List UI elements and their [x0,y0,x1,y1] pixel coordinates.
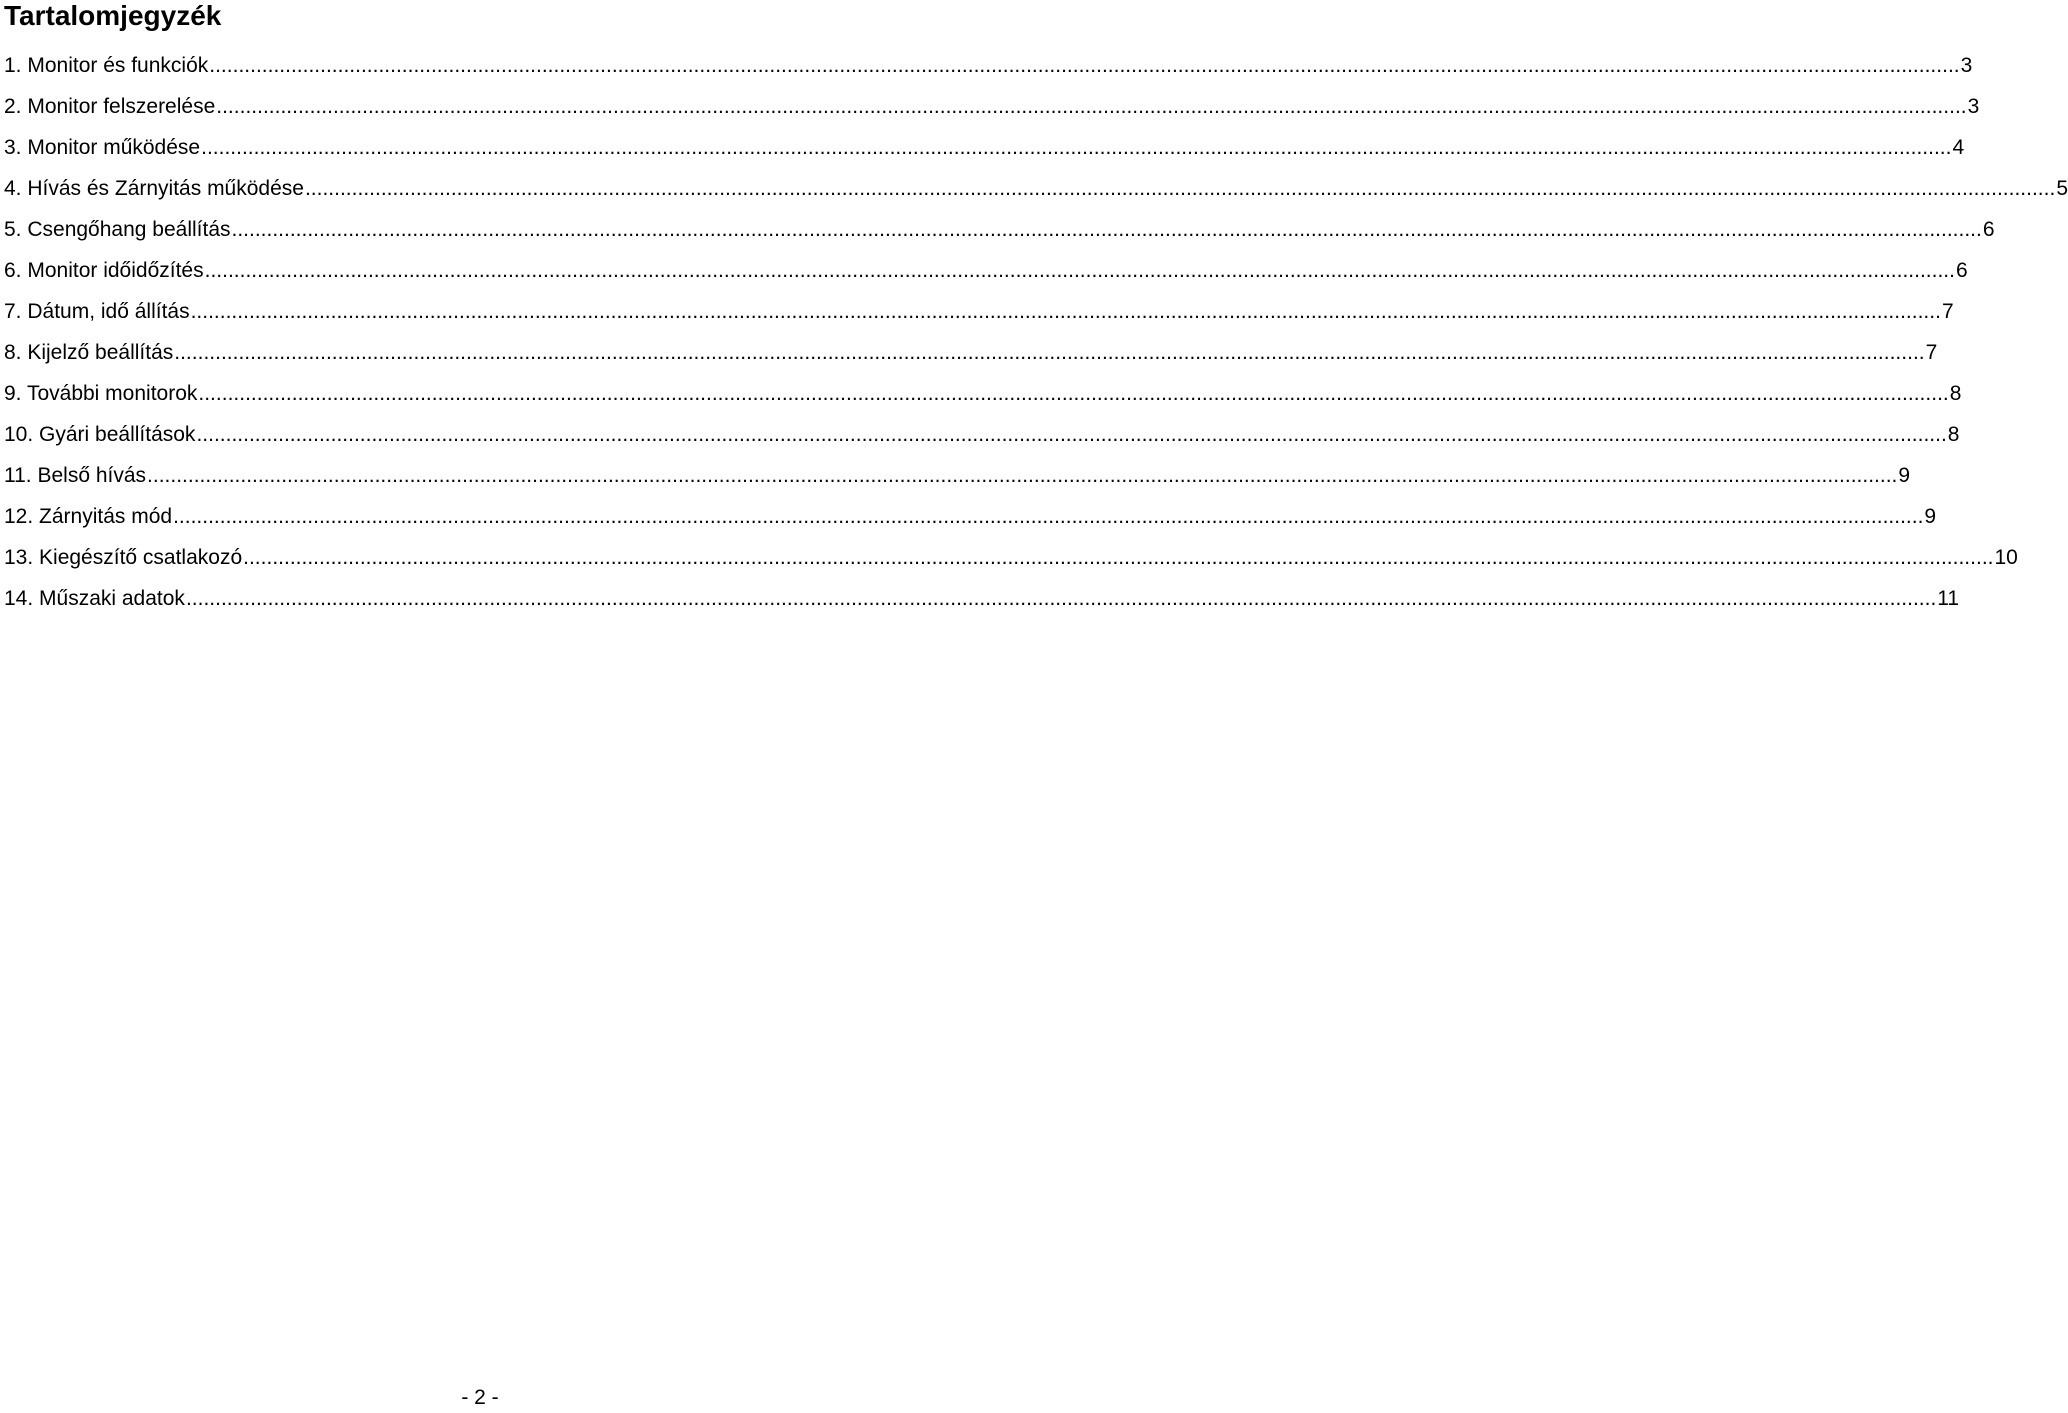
toc-dot-leader: ............................................................................................................................................................................................................................................................................................................ [216,95,1967,118]
toc-dot-leader: ............................................................................................................................................................................................................................................................................................................ [209,54,1960,77]
toc-dot-leader: ............................................................................................................................................................................................................................................................................................................ [196,423,1947,446]
toc-entry[interactable] [4,410,1960,451]
toc-entry-label: 7. Dátum, idő állítás [4,300,190,323]
toc-dot-leader: ............................................................................................................................................................................................................................................................................................................ [174,341,1925,364]
toc-dot-leader: ............................................................................................................................................................................................................................................................................................................ [147,464,1898,487]
toc-dot-leader: ............................................................................................................................................................................................................................................................................................................ [243,546,1994,569]
toc-dot-leader: ............................................................................................................................................................................................................................................................................................................ [304,177,2056,200]
toc-entry-page: 9 [1898,464,1911,487]
toc-entry-page: 6 [1982,218,1995,241]
toc-entry[interactable] [4,369,1962,410]
toc-entry-label: 14. Műszaki adatok [4,587,185,610]
toc-dot-leader: ............................................................................................................................................................................................................................................................................................................ [198,382,1949,405]
toc-entry-page: 7 [1925,341,1938,364]
toc-entry-page: 11 [1937,587,1960,610]
toc-entry[interactable] [4,533,2018,574]
toc-entry-label: 11. Belső hívás [4,464,147,487]
toc-entry[interactable] [4,82,1980,123]
toc-entry-label: 12. Zárnyitás mód [4,505,173,528]
toc-entry[interactable] [4,123,1965,164]
toc-entry-page: 3 [1960,54,1973,77]
toc-entry-label: 6. Monitor időidőzítés [4,259,204,282]
toc-entry[interactable] [4,246,1968,287]
table-of-contents [4,41,2068,615]
toc-entry-page: 6 [1955,259,1968,282]
page-title: Tartalomjegyzék [4,0,222,31]
toc-dot-leader: ............................................................................................................................................................................................................................................................................................................ [201,136,1952,159]
toc-entry[interactable] [4,492,1937,533]
toc-entry-label: 4. Hívás és Zárnyitás működése [4,177,304,200]
toc-dot-leader: ............................................................................................................................................................................................................................................................................................................ [204,259,1955,282]
toc-dot-leader: ............................................................................................................................................................................................................................................................................................................ [190,300,1941,323]
toc-entry-label: 5. Csengőhang beállítás [4,218,231,241]
toc-entry-page: 7 [1941,300,1954,323]
toc-dot-leader: ............................................................................................................................................................................................................................................................................................................ [231,218,1982,241]
toc-entry[interactable] [4,41,1973,82]
toc-entry-label: 1. Monitor és funkciók [4,54,209,77]
toc-entry-page: 8 [1947,423,1960,446]
toc-entry[interactable] [4,287,1954,328]
toc-entry-label: 10. Gyári beállítások [4,423,196,446]
toc-entry-label: 9. További monitorok [4,382,198,405]
toc-entry-label: 13. Kiegészítő csatlakozó [4,546,243,569]
toc-entry-page: 8 [1949,382,1962,405]
toc-entry-page: 10 [1994,546,2018,569]
toc-entry-label: 2. Monitor felszerelése [4,95,216,118]
toc-entry[interactable] [4,574,1960,615]
toc-entry[interactable] [4,451,1911,492]
toc-entry[interactable] [4,205,1995,246]
toc-entry-page: 3 [1967,95,1980,118]
toc-entry-page: 5 [2056,177,2068,200]
toc-entry-label: 3. Monitor működése [4,136,201,159]
toc-entry[interactable] [4,328,1938,369]
toc-entry-page: 4 [1952,136,1965,159]
toc-entry-page: 9 [1924,505,1937,528]
toc-dot-leader: ............................................................................................................................................................................................................................................................................................................ [185,587,1937,610]
toc-entry[interactable] [4,164,2068,205]
toc-entry-label: 8. Kijelző beállítás [4,341,174,364]
page-number: - 2 - [461,1386,499,1409]
toc-dot-leader: ............................................................................................................................................................................................................................................................................................................ [173,505,1924,528]
